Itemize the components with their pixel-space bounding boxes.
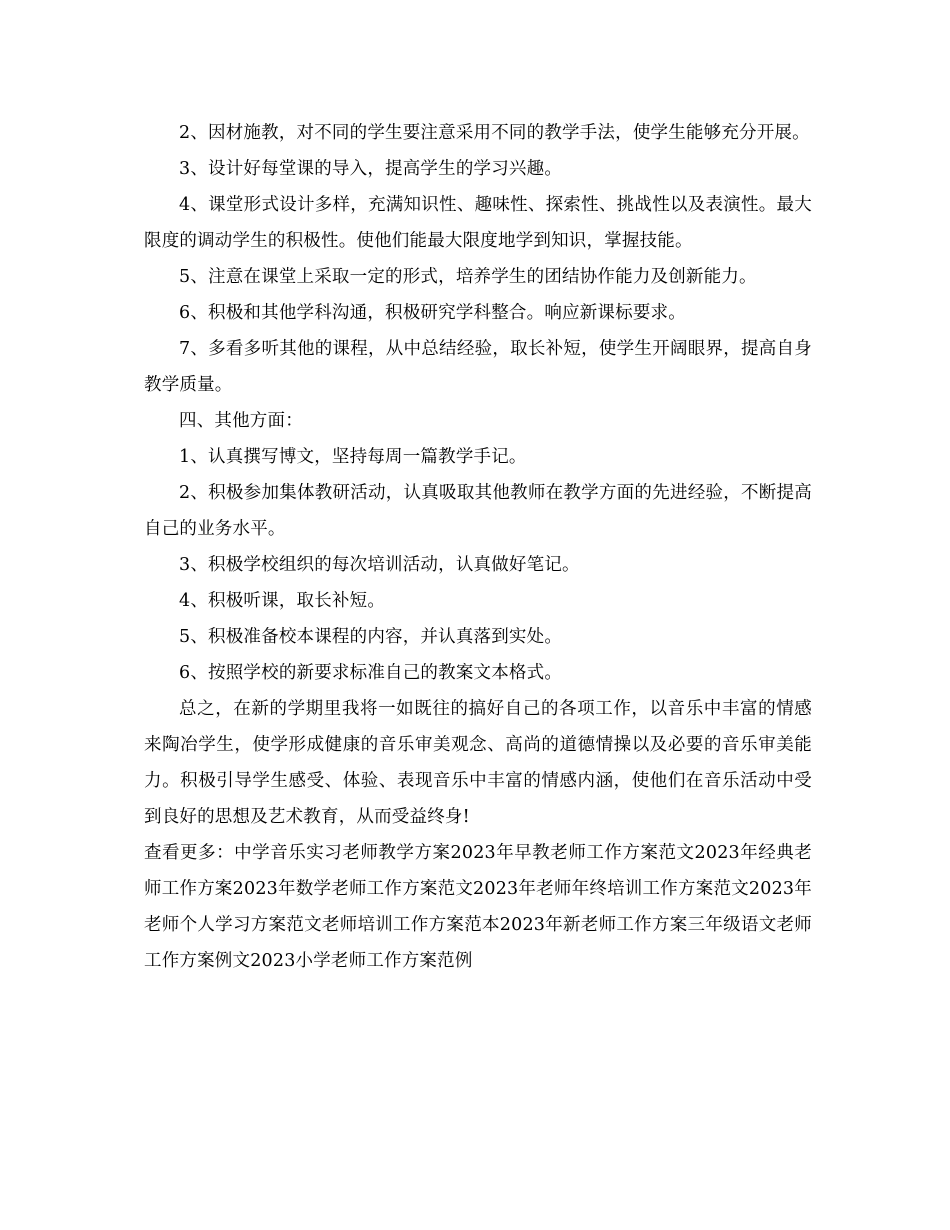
document-body — [144, 115, 812, 979]
other-item-6: 6、按照学校的新要求标准自己的教案文本格式。 — [179, 663, 563, 683]
see-more-links[interactable]: 查看更多：中学音乐实习老师教学方案2023年早教老师工作方案范文2023年经典老师工作方案2023年数学老师工作方案范文2023年老师年终培训工作方案范文2023年老师个人学习方案范文老师培训工作方案范本2023年新老师工作方案三年级语文老师工作方案例文2023小学老师工作方案范例 — [144, 843, 812, 971]
paragraph-item-2: 2、因材施教，对不同的学生要注意采用不同的教学手法，使学生能够充分开展。 — [179, 123, 810, 143]
paragraph-item-5: 5、注意在课堂上采取一定的形式，培养学生的团结协作能力及创新能力。 — [179, 267, 757, 287]
other-item-4: 4、积极听课，取长补短。 — [179, 591, 386, 611]
other-item-1: 1、认真撰写博文，坚持每周一篇教学手记。 — [179, 447, 527, 467]
paragraph-item-7: 7、多看多听其他的课程，从中总结经验，取长补短，使学生开阔眼界，提高自身教学质量。 — [144, 339, 812, 395]
section-heading-other: 四、其他方面： — [179, 411, 303, 431]
paragraph-item-3: 3、设计好每堂课的导入，提高学生的学习兴趣。 — [179, 159, 563, 179]
other-item-3: 3、积极学校组织的每次培训活动，认真做好笔记。 — [179, 555, 580, 575]
other-item-5: 5、积极准备校本课程的内容，并认真落到实处。 — [179, 627, 563, 647]
summary-paragraph: 总之，在新的学期里我将一如既往的搞好自己的各项工作，以音乐中丰富的情感来陶冶学生，使学形成健康的音乐审美观念、高尚的道德情操以及必要的音乐审美能力。积极引导学生感受、体验、表现音乐中丰富的情感内涵，使他们在音乐活动中受到良好的思想及艺术教育，从而受益终身! — [144, 699, 812, 827]
paragraph-item-6: 6、积极和其他学科沟通，积极研究学科整合。响应新课标要求。 — [179, 303, 686, 323]
paragraph-item-4: 4、课堂形式设计多样，充满知识性、趣味性、探索性、挑战性以及表演性。最大限度的调动学生的积极性。使他们能最大限度地学到知识，掌握技能。 — [144, 195, 812, 251]
other-item-2: 2、积极参加集体教研活动，认真吸取其他教师在教学方面的先进经验，不断提高自己的业务水平。 — [144, 483, 812, 539]
